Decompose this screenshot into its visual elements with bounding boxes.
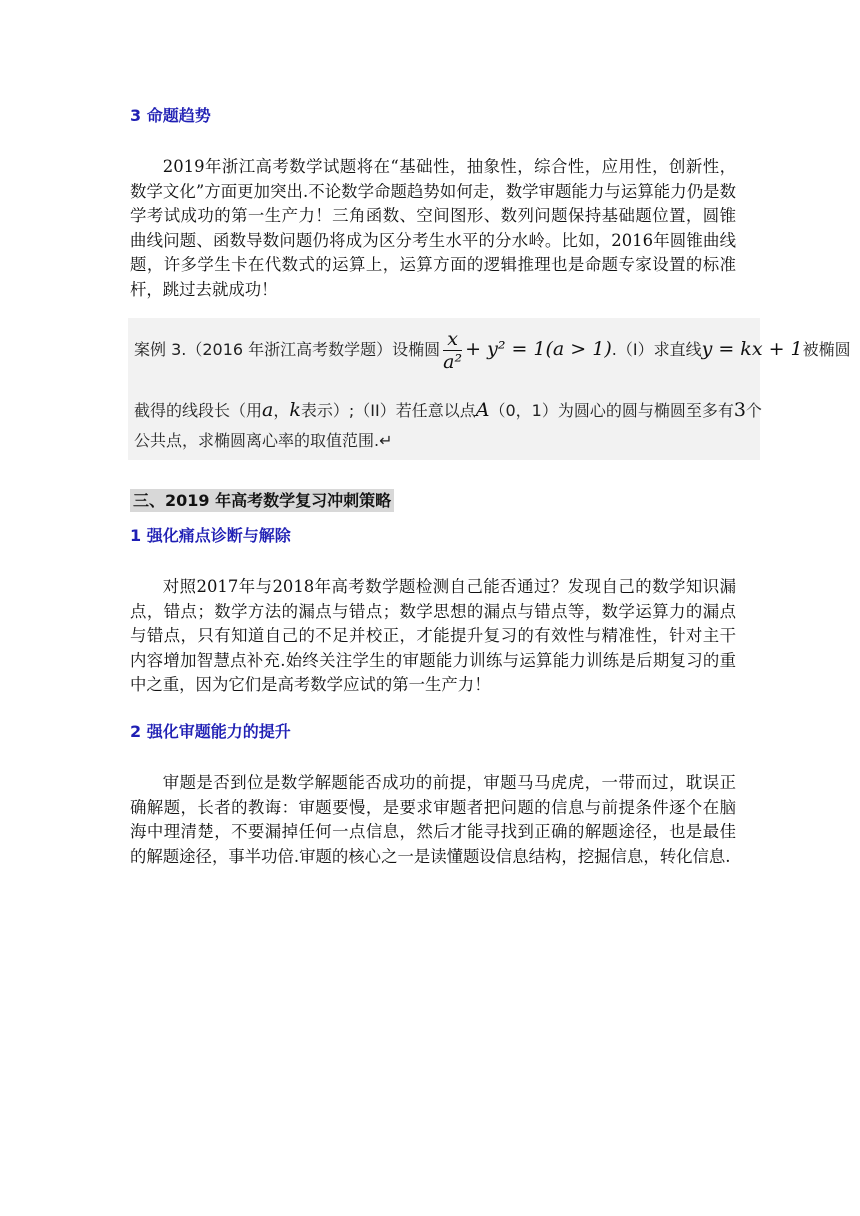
fraction-numerator: x: [443, 328, 462, 351]
example-text: 截得的线段长（用: [134, 401, 263, 420]
example-line-1: [134, 328, 851, 373]
section-title-strategy: 三、2019 年高考数学复习冲刺策略: [130, 489, 394, 512]
example-text: 个: [745, 401, 762, 420]
variable-k: k: [289, 399, 301, 421]
heading-trend: 3 命题趋势: [130, 106, 211, 125]
paragraph-reading-ability: 审题是否到位是数学解题能否成功的前提，审题马马虎虎，一带而过，耽误正确解题，长者的教诲：审题要慢，是要求审题者把问题的信息与前提条件逐个在脑海中理清楚，不要漏掉任何一点信息，然后才能寻找到正确的解题途径，也是最佳的解题途径，事半功倍.审题的核心之一是读懂题设信息结构，挖掘信息，转化信息.: [130, 773, 736, 866]
fraction-denominator: a²: [443, 351, 463, 373]
heading-reading-ability: 2 强化审题能力的提升: [130, 722, 291, 741]
example-text: 表示）;（II）若任意以点: [300, 401, 476, 420]
ellipse-equation: + y² = 1(a > 1): [465, 338, 612, 360]
example-prefix: 案例 3.（2016 年浙江高考数学题）设椭圆: [134, 340, 441, 359]
line-equation: y = kx + 1: [701, 338, 803, 360]
ellipse-fraction: [443, 328, 462, 373]
paragraph-pain-points: 对照2017年与2018年高考数学题检测自己能否通过？发现自己的数学知识漏点，错点；数学方法的漏点与错点；数学思想的漏点与错点等，数学运算力的漏点与错点，只有知道自己的不足并校正，才能提升复习的有效性与精准性，针对主干内容增加智慧点补充.始终关注学生的审题能力训练与运算能力训练是后期复习的重中之重，因为它们是高考数学应试的第一生产力！: [130, 577, 736, 695]
variable-a: a: [262, 399, 274, 421]
paragraph-trend: 2019年浙江高考数学试题将在“基础性，抽象性，综合性，应用性，创新性，数学文化”方面更加突出.不论数学命题趋势如何走，数学审题能力与运算能力仍是数学考试成功的第一生产力！三角函数、空间图形、数列问题保持基础题位置，圆锥曲线问题、函数导数问题仍将成为区分考生水平的分水岭。比如，2016年圆锥曲线题，许多学生卡在代数式的运算上，运算方面的逻辑推理也是命题专家设置的标准杆，跳过去就成功！: [130, 157, 736, 299]
example-line-3: 公共点，求椭圆离心率的取值范围.↵: [134, 431, 393, 450]
heading-pain-points: 1 强化痛点诊断与解除: [130, 526, 291, 545]
example-text: （0，1）为圆心的圆与椭圆至多有: [489, 401, 734, 420]
example-line-2: [134, 398, 762, 421]
example-suffix: 被椭圆: [802, 340, 851, 359]
count-3: 3: [733, 399, 746, 421]
example-mid: .（I）求直线: [611, 340, 702, 359]
example-text: ，: [273, 401, 290, 420]
point-a: A: [475, 399, 490, 421]
example-3-image: [128, 318, 851, 460]
